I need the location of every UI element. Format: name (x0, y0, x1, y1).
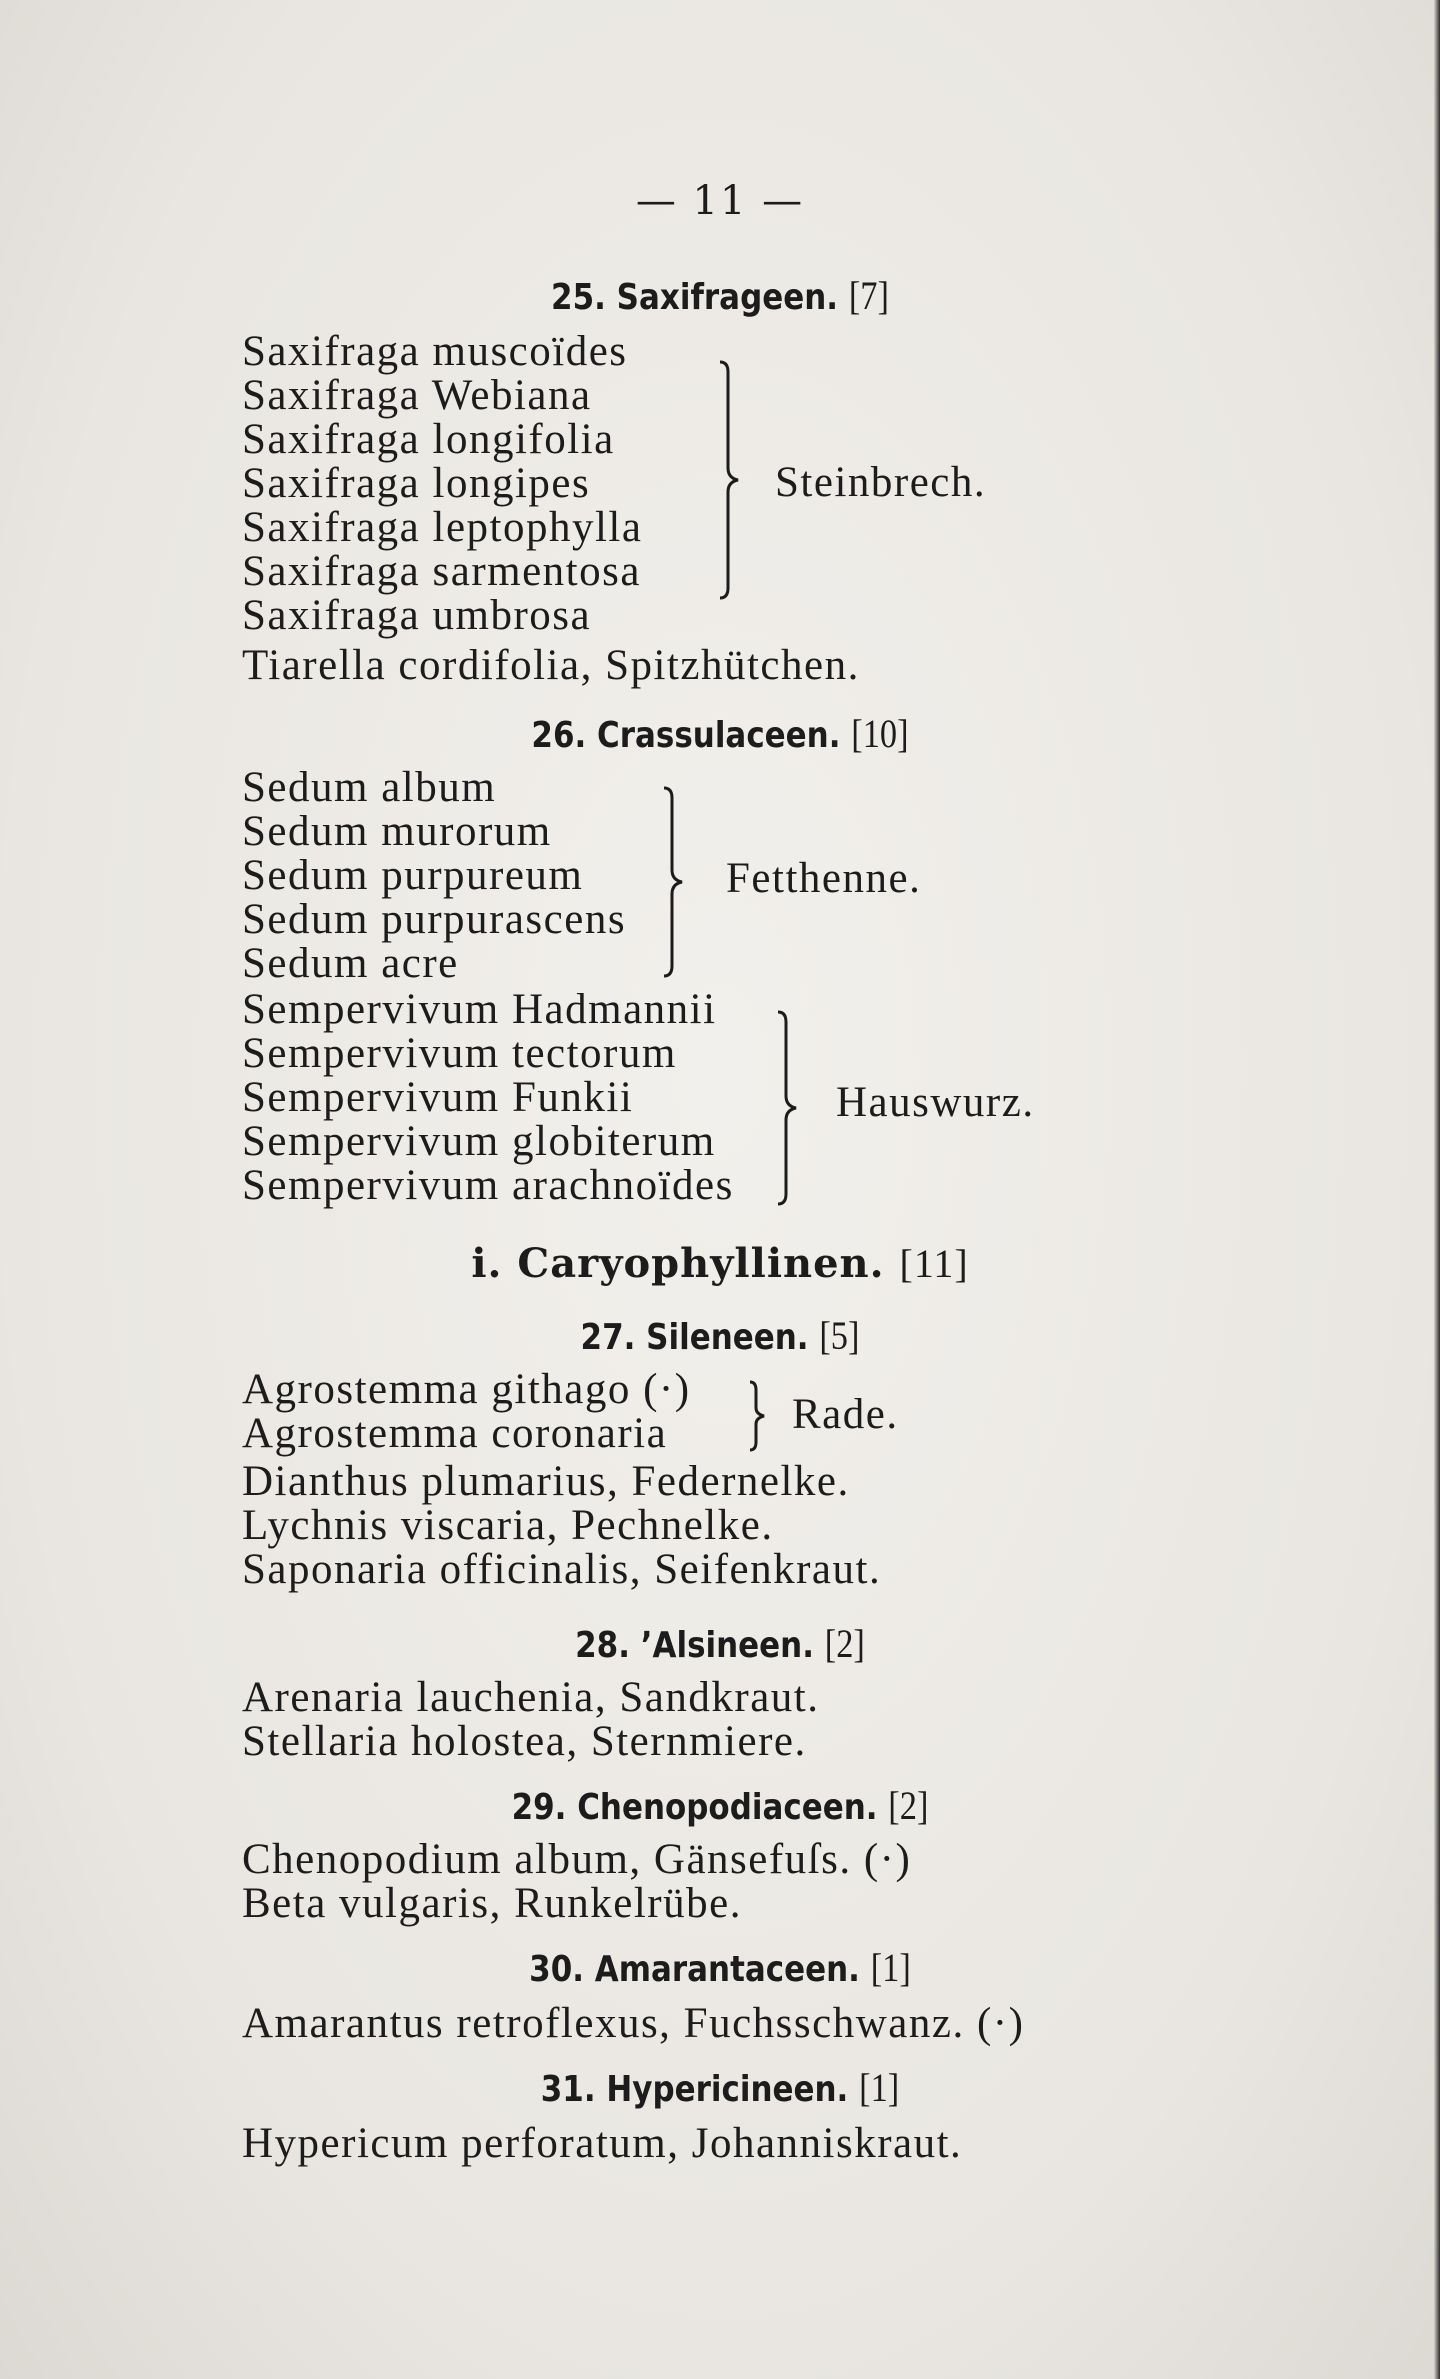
brace-steinbrech (716, 360, 746, 600)
section-heading-31: 31. Hypericineen. [1] (540, 2065, 900, 2110)
brace-fetthenne (660, 786, 690, 978)
species-line: Dianthus plumarius, Federnelke. (242, 1458, 850, 1505)
species-line: Agrostemma githago (·) (242, 1366, 691, 1413)
species-line: Sempervivum arachnoïdes (242, 1162, 734, 1209)
species-line: Sempervivum globiterum (242, 1118, 716, 1165)
common-name-rade: Rade. (792, 1391, 899, 1438)
species-line: Saxifraga umbrosa (242, 592, 592, 639)
species-line: Saxifraga longipes (242, 460, 591, 507)
species-line: Sempervivum tectorum (242, 1030, 677, 1077)
species-line: Sedum purpureum (242, 852, 584, 899)
section-heading-27: 27. Sileneen. [5] (580, 1313, 860, 1358)
common-name-steinbrech: Steinbrech. (775, 459, 987, 506)
species-line: Sedum album (242, 764, 497, 811)
species-line: Stellaria holostea, Sternmiere. (242, 1718, 807, 1765)
species-line: Sempervivum Hadmannii (242, 986, 717, 1033)
species-line: Lychnis viscaria, Pechnelke. (242, 1502, 774, 1549)
section-heading-28: 28. ’Alsineen. [2] (575, 1621, 865, 1666)
species-line: Saxifraga longifolia (242, 416, 615, 463)
species-line: Hypericum perforatum, Johanniskraut. (242, 2120, 963, 2167)
species-line: Amarantus retroflexus, Fuchsschwanz. (·) (242, 2000, 1025, 2047)
species-line: Sempervivum Funkii (242, 1074, 634, 1121)
species-line: Saxifraga muscoïdes (242, 328, 628, 375)
species-line: Saponaria officinalis, Seifenkraut. (242, 1546, 882, 1593)
species-line: Sedum purpurascens (242, 896, 627, 943)
species-line: Beta vulgaris, Runkelrübe. (242, 1880, 742, 1927)
species-line: Arenaria lauchenia, Sandkraut. (242, 1674, 820, 1721)
common-name-fetthenne: Fetthenne. (726, 855, 922, 902)
brace-rade (746, 1380, 772, 1452)
group-heading-caryophyllinen: i. Caryophyllinen. [11] (471, 1240, 969, 1287)
common-name-hauswurz: Hauswurz. (836, 1079, 1035, 1126)
section-heading-30: 30. Amarantaceen. [1] (529, 1945, 911, 1990)
section-heading-29: 29. Chenopodiaceen. [2] (511, 1783, 929, 1828)
species-line: Saxifraga Webiana (242, 372, 592, 419)
species-line: Chenopodium album, Gänsefuſs. (·) (242, 1836, 912, 1883)
page-number: — 11 — (635, 178, 805, 224)
page-edge-shadow (1434, 0, 1440, 2379)
species-line: Saxifraga leptophylla (242, 504, 643, 551)
section-heading-26: 26. Crassulaceen. [10] (531, 711, 909, 756)
species-line: Agrostemma coronaria (242, 1410, 668, 1457)
species-line: Saxifraga sarmentosa (242, 548, 641, 595)
species-line: Sedum murorum (242, 808, 552, 855)
species-line: Tiarella cordifolia, Spitzhütchen. (242, 642, 860, 689)
brace-hauswurz (774, 1010, 804, 1206)
section-heading-25: 25. Saxifrageen. [7] (551, 273, 889, 318)
species-line: Sedum acre (242, 940, 459, 987)
